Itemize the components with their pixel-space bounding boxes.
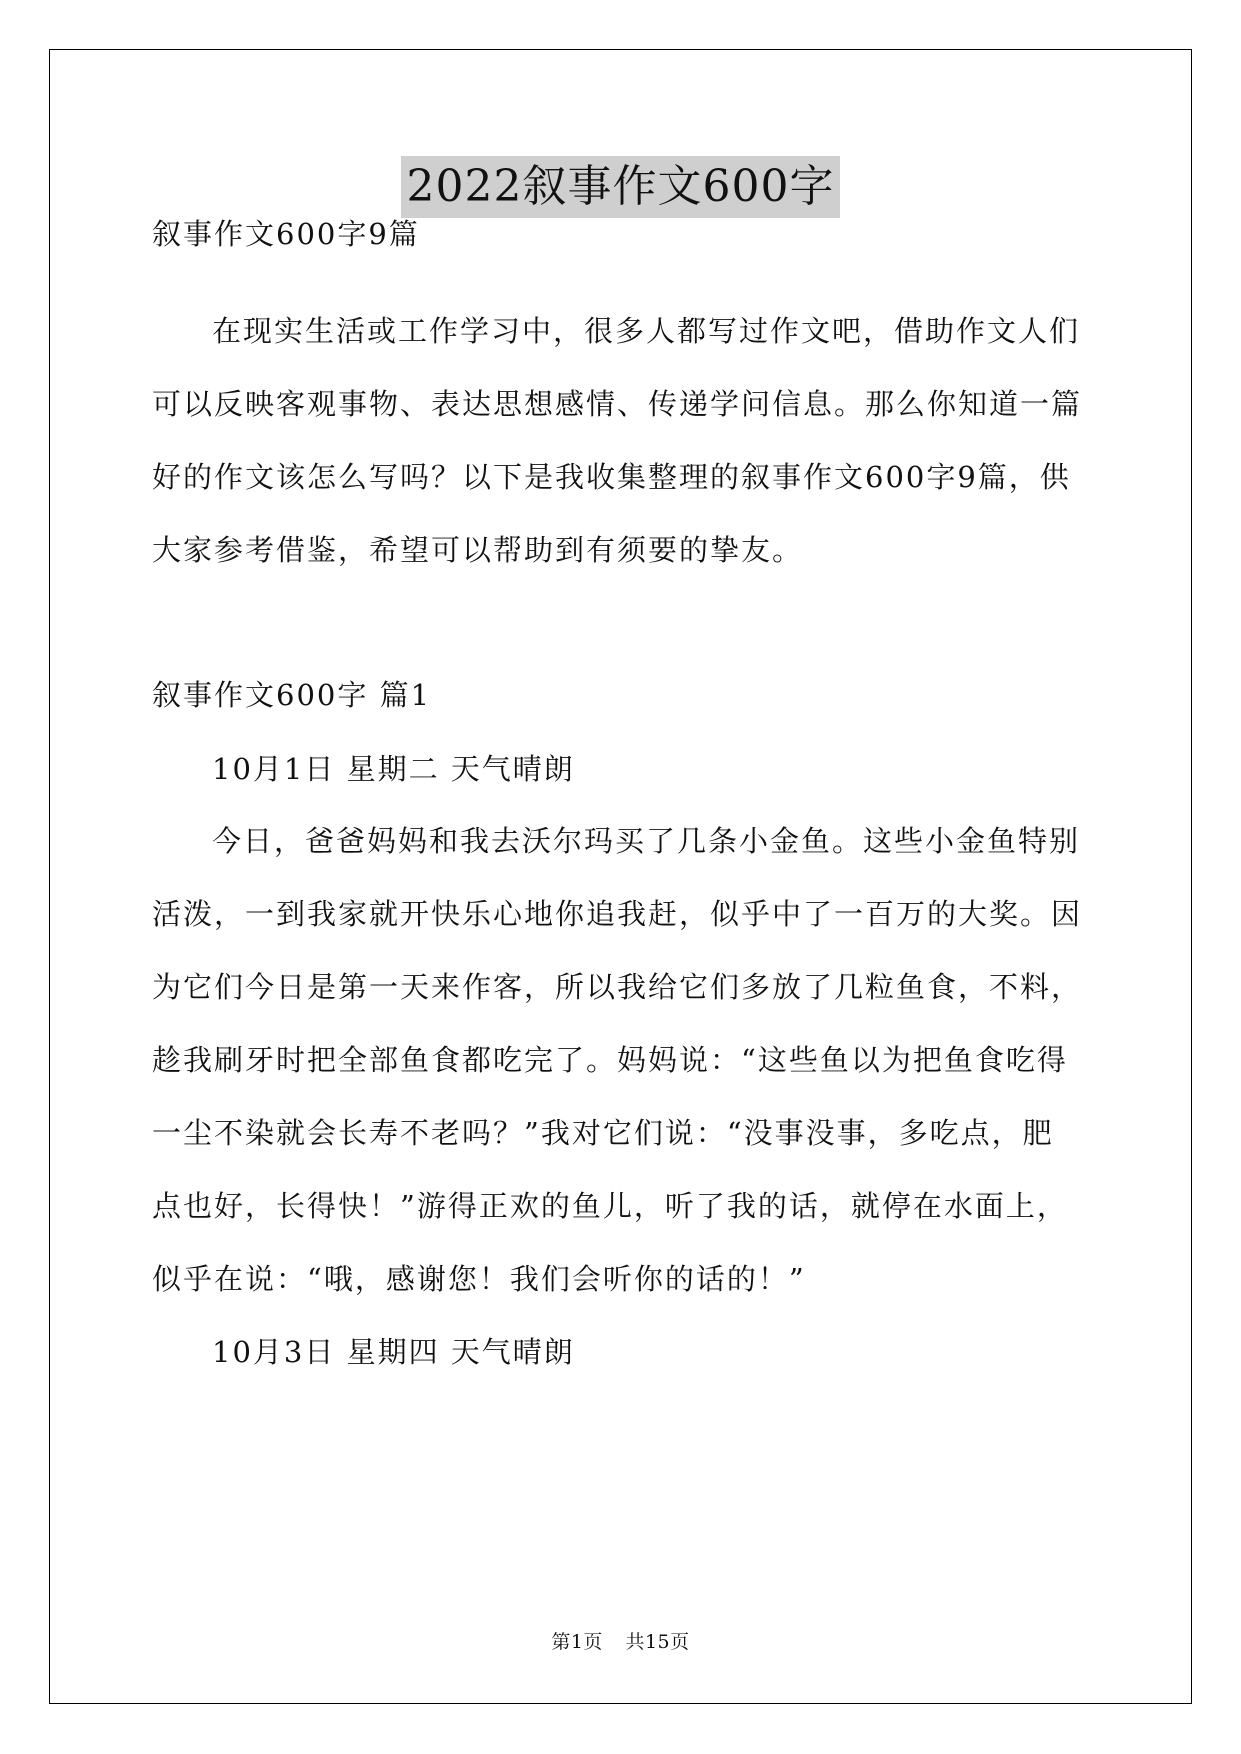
intro-line: 大家参考借鉴，希望可以帮助到有须要的挚友。	[152, 533, 804, 567]
body-line: 似乎在说：“哦，感谢您！我们会听你的话的！”	[152, 1262, 806, 1296]
page-total: 共15页	[625, 1631, 690, 1653]
diary-date: 10月1日 星期二 天气晴朗	[212, 752, 575, 786]
body-line: 一尘不染就会长寿不老吗？”我对它们说：“没事没事，多吃点，肥	[152, 1116, 1054, 1150]
body-line: 活泼，一到我家就开快乐心地你追我赶，似乎中了一百万的大奖。因	[152, 897, 1083, 931]
body-line: 点也好，长得快！”游得正欢的鱼儿，听了我的话，就停在水面上，	[152, 1189, 1068, 1223]
intro-line: 在现实生活或工作学习中，很多人都写过作文吧，借助作文人们	[212, 314, 1081, 348]
section-heading: 叙事作文600字 篇1	[152, 678, 432, 712]
page-number: 第1页	[551, 1631, 603, 1653]
body-line: 今日，爸爸妈妈和我去沃尔玛买了几条小金鱼。这些小金鱼特别	[212, 824, 1081, 858]
body-line: 趁我刷牙时把全部鱼食都吃完了。妈妈说：“这些鱼以为把鱼食吃得	[152, 1043, 1068, 1077]
document-title	[0, 156, 1241, 218]
document-title-text: 2022叙事作文600字	[401, 156, 841, 218]
body-line: 为它们今日是第一天来作客，所以我给它们多放了几粒鱼食，不料，	[152, 970, 1083, 1004]
diary-date: 10月3日 星期四 天气晴朗	[212, 1335, 575, 1369]
intro-line: 可以反映客观事物、表达思想感情、传递学问信息。那么你知道一篇	[152, 387, 1083, 421]
page-border	[49, 49, 1192, 1704]
page-footer	[0, 1630, 1241, 1654]
intro-line: 好的作文该怎么写吗？以下是我收集整理的叙事作文600字9篇，供	[152, 460, 1071, 494]
document-subtitle: 叙事作文600字9篇	[152, 217, 420, 251]
